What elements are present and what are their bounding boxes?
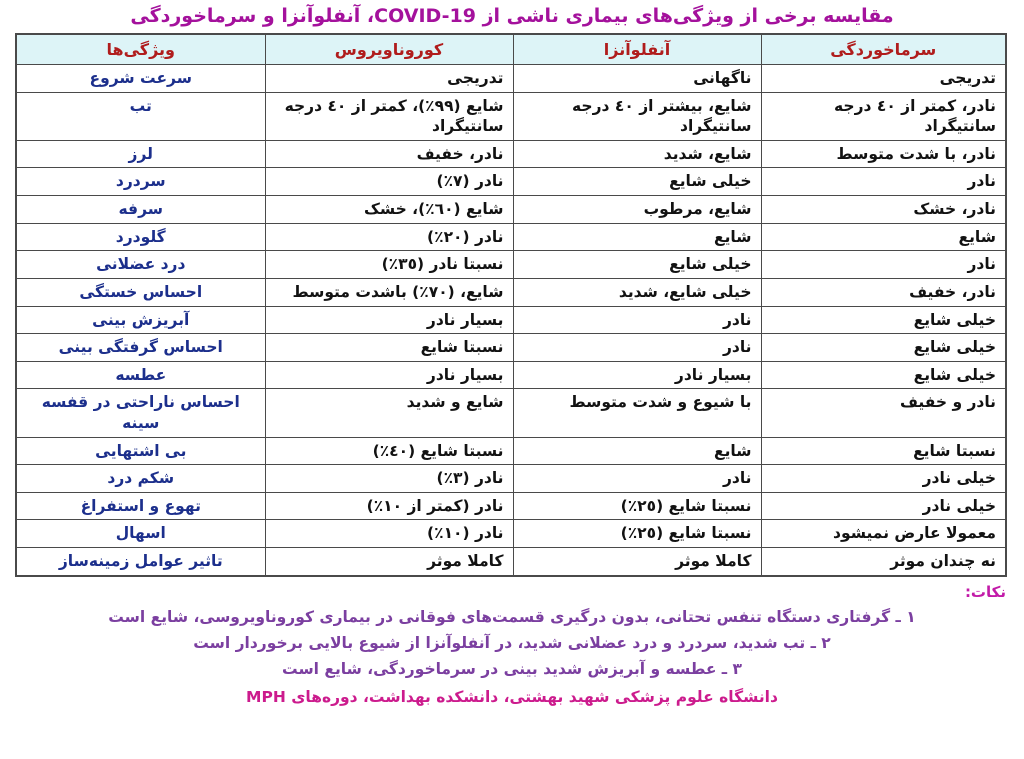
cell-corona: تدریجی	[265, 65, 513, 93]
cell-feature: احساس گرفتگی بینی	[16, 334, 265, 362]
cell-feature: سرعت شروع	[16, 65, 265, 93]
cell-corona: نادر، خفیف	[265, 140, 513, 168]
cell-corona: شایع و شدید	[265, 389, 513, 437]
footer-credit	[18, 682, 1006, 709]
table-row	[16, 251, 1006, 279]
cell-corona: نسبتا نادر (٣٥٪)	[265, 251, 513, 279]
cell-cold: نسبتا شایع	[761, 437, 1006, 465]
table-row	[16, 65, 1006, 93]
cell-cold: معمولا عارض نمیشود	[761, 520, 1006, 548]
cell-cold: نه چندان موثر	[761, 547, 1006, 575]
cell-feature: بی اشتهایی	[16, 437, 265, 465]
footer-credit-prefix: دانشگاه علوم پزشکی شهید بهشتی، دانشکده بهداشت، دوره‌های	[285, 687, 778, 706]
note-item: ٣ ـ عطسه و آبریزش شدید بینی در سرماخوردگی، شایع است	[282, 659, 742, 678]
cell-corona: نادر (کمتر از ١٠٪)	[265, 492, 513, 520]
cell-flu: ناگهانی	[513, 65, 761, 93]
cell-flu: نادر	[513, 334, 761, 362]
cell-corona: بسیار نادر	[265, 306, 513, 334]
cell-feature: تب	[16, 92, 265, 140]
cell-feature: درد عضلانی	[16, 251, 265, 279]
cell-feature: سرفه	[16, 196, 265, 224]
footer-credit-latin: MPH	[246, 687, 286, 706]
cell-corona: کاملا موثر	[265, 547, 513, 575]
cell-corona: نسبتا شایع	[265, 334, 513, 362]
cell-cold: خیلی شایع	[761, 334, 1006, 362]
cell-cold: شایع	[761, 223, 1006, 251]
cell-cold: خیلی نادر	[761, 465, 1006, 493]
cell-flu: کاملا موثر	[513, 547, 761, 575]
table-row	[16, 196, 1006, 224]
table-row	[16, 140, 1006, 168]
notes-list	[18, 604, 1006, 682]
table-row	[16, 334, 1006, 362]
cell-feature: گلودرد	[16, 223, 265, 251]
table-body	[16, 65, 1006, 576]
cell-feature: شکم درد	[16, 465, 265, 493]
comparison-table-wrap	[0, 33, 1024, 577]
cell-flu: نادر	[513, 306, 761, 334]
cell-flu: نادر	[513, 465, 761, 493]
notes-title: نکات:	[964, 582, 1006, 601]
notes-section	[0, 577, 1024, 709]
cell-corona: نادر (٣٪)	[265, 465, 513, 493]
cell-cold: خیلی شایع	[761, 306, 1006, 334]
table-header-row	[16, 34, 1006, 65]
cell-flu: خیلی شایع	[513, 251, 761, 279]
table-row	[16, 278, 1006, 306]
cell-cold: خیلی شایع	[761, 361, 1006, 389]
table-row	[16, 168, 1006, 196]
column-header-flu: آنفلوآنزا	[513, 34, 761, 65]
cell-flu: نسبتا شایع (٢٥٪)	[513, 492, 761, 520]
column-header-feature: ویژگی‌ها	[16, 34, 265, 65]
cell-flu: خیلی شایع	[513, 168, 761, 196]
cell-cold: نادر	[761, 168, 1006, 196]
cell-flu: شایع	[513, 437, 761, 465]
comparison-table	[15, 33, 1007, 577]
cell-feature: آبریزش بینی	[16, 306, 265, 334]
table-row	[16, 306, 1006, 334]
table-row	[16, 547, 1006, 575]
cell-cold: نادر	[761, 251, 1006, 279]
cell-feature: تهوع و استفراغ	[16, 492, 265, 520]
cell-feature: اسهال	[16, 520, 265, 548]
cell-flu: شایع	[513, 223, 761, 251]
cell-flu: شایع، بیشتر از ٤٠ درجه سانتیگراد	[513, 92, 761, 140]
table-row	[16, 465, 1006, 493]
cell-feature: سردرد	[16, 168, 265, 196]
table-row	[16, 492, 1006, 520]
table-row	[16, 223, 1006, 251]
table-row	[16, 520, 1006, 548]
table-header	[16, 34, 1006, 65]
cell-cold: خیلی نادر	[761, 492, 1006, 520]
page-title-suffix: ، آنفلوآنزا و سرماخوردگی	[130, 5, 375, 27]
cell-cold: نادر، کمتر از ٤٠ درجه سانتیگراد	[761, 92, 1006, 140]
cell-cold: نادر و خفیف	[761, 389, 1006, 437]
cell-corona: شایع (٩٩٪)، کمتر از ٤٠ درجه سانتیگراد	[265, 92, 513, 140]
cell-cold: نادر، با شدت متوسط	[761, 140, 1006, 168]
cell-flu: خیلی شایع، شدید	[513, 278, 761, 306]
cell-cold: نادر، خفیف	[761, 278, 1006, 306]
column-header-cold: سرماخوردگی	[761, 34, 1006, 65]
page-title-prefix: مقایسه برخی از ویژگی‌های بیماری ناشی از	[475, 5, 894, 27]
note-item: ٢ ـ تب شدید، سردرد و درد عضلانی شدید، در آنفلوآنزا از شیوع بالایی برخوردار است	[193, 633, 831, 652]
page-title	[0, 0, 1024, 33]
cell-feature: عطسه	[16, 361, 265, 389]
cell-flu: بسیار نادر	[513, 361, 761, 389]
cell-feature: تاثیر عوامل زمینه‌ساز	[16, 547, 265, 575]
cell-corona: شایع، (٧٠٪) باشدت متوسط	[265, 278, 513, 306]
cell-cold: نادر، خشک	[761, 196, 1006, 224]
cell-corona: بسیار نادر	[265, 361, 513, 389]
cell-feature: احساس خستگی	[16, 278, 265, 306]
cell-corona: شایع (٦٠٪)، خشک	[265, 196, 513, 224]
table-row	[16, 92, 1006, 140]
cell-cold: تدریجی	[761, 65, 1006, 93]
cell-flu: شایع، شدید	[513, 140, 761, 168]
cell-feature: لرز	[16, 140, 265, 168]
cell-corona: نسبتا شایع (٤٠٪)	[265, 437, 513, 465]
cell-corona: نادر (٧٪)	[265, 168, 513, 196]
cell-flu: شایع، مرطوب	[513, 196, 761, 224]
column-header-corona: کوروناویروس	[265, 34, 513, 65]
note-item: ١ ـ گرفتاری دستگاه تنفس تحتانی، بدون درگیری قسمت‌های فوقانی در بیماری کوروناویروسی، شایع است	[108, 607, 916, 626]
cell-flu: با شیوع و شدت متوسط	[513, 389, 761, 437]
cell-corona: نادر (٢٠٪)	[265, 223, 513, 251]
table-row	[16, 437, 1006, 465]
cell-feature: احساس ناراحتی در قفسه سینه	[16, 389, 265, 437]
table-row	[16, 361, 1006, 389]
cell-flu: نسبتا شایع (٢٥٪)	[513, 520, 761, 548]
cell-corona: نادر (١٠٪)	[265, 520, 513, 548]
page-title-latin: COVID-19	[374, 5, 476, 27]
table-row	[16, 389, 1006, 437]
